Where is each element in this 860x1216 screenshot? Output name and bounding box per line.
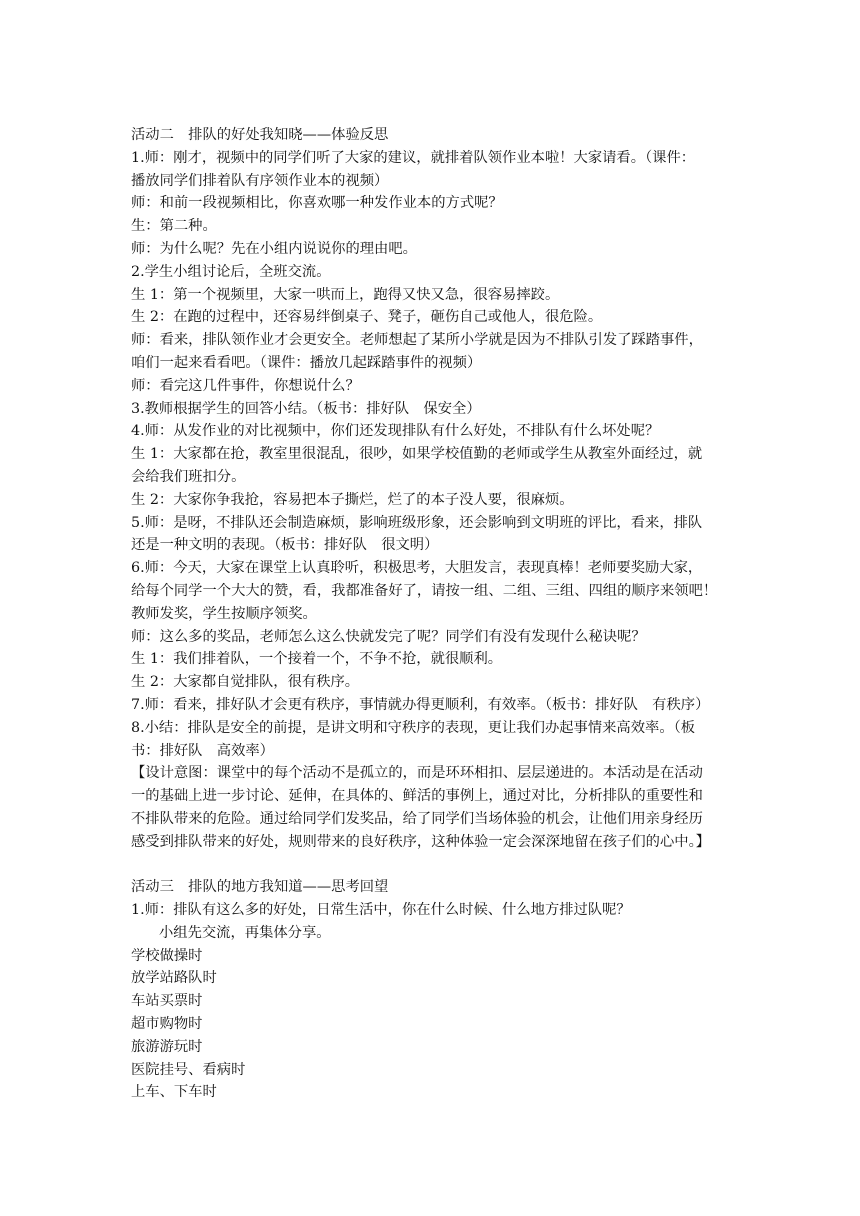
paragraph-line: 5.师：是呀，不排队还会制造麻烦，影响班级形象，还会影响到文明班的评比，看来，排队 bbox=[131, 514, 703, 531]
list-item: 医院挂号、看病时 bbox=[131, 1061, 246, 1078]
paragraph-line: 咱们一起来看看吧。（课件：播放几起踩踏事件的视频） bbox=[131, 354, 482, 371]
paragraph-line: 师：看来，排队领作业才会更安全。老师想起了某所小学就是因为不排队引发了踩踏事件， bbox=[131, 332, 703, 349]
paragraph-line: 生 2：大家都自觉排队，很有秩序。 bbox=[131, 674, 360, 691]
paragraph-line: 生 2：在跑的过程中，还容易绊倒桌子、凳子，砸伤自己或他人，很危险。 bbox=[131, 309, 603, 326]
paragraph-line: 播放同学们排着队有序领作业本的视频） bbox=[131, 172, 389, 189]
paragraph-line: 生 1：我们排着队，一个接着一个，不争不抢，就很顺利。 bbox=[131, 651, 503, 668]
paragraph-line: 1.师：刚才，视频中的同学们听了大家的建议，就排着队领作业本啦！大家请看。（课件： bbox=[131, 149, 696, 166]
paragraph-line: 生 1：第一个视频里，大家一哄而上，跑得又快又急，很容易摔跤。 bbox=[131, 286, 560, 303]
list-item: 上车、下车时 bbox=[131, 1084, 217, 1101]
paragraph-line: 2.学生小组讨论后，全班交流。 bbox=[131, 263, 331, 280]
list-item: 车站买票时 bbox=[131, 993, 203, 1010]
paragraph-line: 师：看完这几件事件，你想说什么？ bbox=[131, 377, 360, 394]
design-intent-line: 【设计意图：课堂中的每个活动不是孤立的，而是环环相扣、层层递进的。本活动是在活动 bbox=[131, 765, 703, 782]
paragraph-line: 书：排好队 高效率） bbox=[131, 742, 274, 759]
paragraph-line: 给每个同学一个大大的赞，看，我都准备好了，请按一组、二组、三组、四组的顺序来领吧！ bbox=[131, 582, 718, 599]
paragraph-line: 8.小结：排队是安全的前提，是讲文明和守秩序的表现，更让我们办起事情来高效率。（板 bbox=[131, 719, 696, 736]
paragraph-line: 生：第二种。 bbox=[131, 218, 217, 235]
design-intent-line: 感受到排队带来的好处，规则带来的良好秩序，这种体验一定会深深地留在孩子们的心中。】 bbox=[131, 833, 711, 850]
design-intent-line: 一的基础上进一步讨论、延伸，在具体的、鲜活的事例上，通过对比，分析排队的重要性和 bbox=[131, 788, 703, 805]
list-item: 超市购物时 bbox=[131, 1016, 203, 1033]
paragraph-line: 教师发奖，学生按顺序领奖。 bbox=[131, 605, 317, 622]
section-title-activity-3: 活动三 排队的地方我知道——思考回望 bbox=[131, 879, 389, 896]
paragraph-line: 师：和前一段视频相比，你喜欢哪一种发作业本的方式呢？ bbox=[131, 195, 503, 212]
paragraph-line: 生 2：大家你争我抢，容易把本子撕烂，烂了的本子没人要，很麻烦。 bbox=[131, 491, 574, 508]
paragraph-line: 1.师：排队有这么多的好处，日常生活中，你在什么时候、什么地方排过队呢？ bbox=[131, 902, 631, 919]
paragraph-line: 师：为什么呢？先在小组内说说你的理由吧。 bbox=[131, 240, 417, 257]
list-item: 放学站路队时 bbox=[131, 970, 217, 987]
paragraph-line: 师：这么多的奖品，老师怎么这么快就发完了呢？同学们有没有发现什么秘诀呢？ bbox=[131, 628, 646, 645]
list-item: 学校做操时 bbox=[131, 947, 203, 964]
paragraph-line: 4.师：从发作业的对比视频中，你们还发现排队有什么好处，不排队有什么坏处呢？ bbox=[131, 423, 660, 440]
indented-line: 小组先交流，再集体分享。 bbox=[159, 924, 331, 941]
paragraph-line: 会给我们班扣分。 bbox=[131, 468, 246, 485]
paragraph-line: 生 1：大家都在抢，教室里很混乱，很吵，如果学校值勤的老师或学生从教室外面经过，就 bbox=[131, 446, 703, 463]
paragraph-line: 6.师：今天，大家在课堂上认真聆听，积极思考，大胆发言，表现真棒！老师要奖励大家， bbox=[131, 560, 703, 577]
paragraph-line: 7.师：看来，排好队才会更有秩序，事情就办得更顺利，有效率。（板书：排好队 有秩序） bbox=[131, 696, 710, 713]
design-intent-line: 不排队带来的危险。通过给同学们发奖品，给了同学们当场体验的机会，让他们用亲身经历 bbox=[131, 810, 703, 827]
paragraph-line: 还是一种文明的表现。（板书：排好队 很文明） bbox=[131, 537, 439, 554]
document-page bbox=[131, 124, 735, 1104]
section-spacer bbox=[131, 854, 735, 877]
paragraph-line: 3.教师根据学生的回答小结。（板书：排好队 保安全） bbox=[131, 400, 481, 417]
list-item: 旅游游玩时 bbox=[131, 1038, 203, 1055]
section-title-activity-2: 活动二 排队的好处我知晓——体验反思 bbox=[131, 127, 389, 143]
